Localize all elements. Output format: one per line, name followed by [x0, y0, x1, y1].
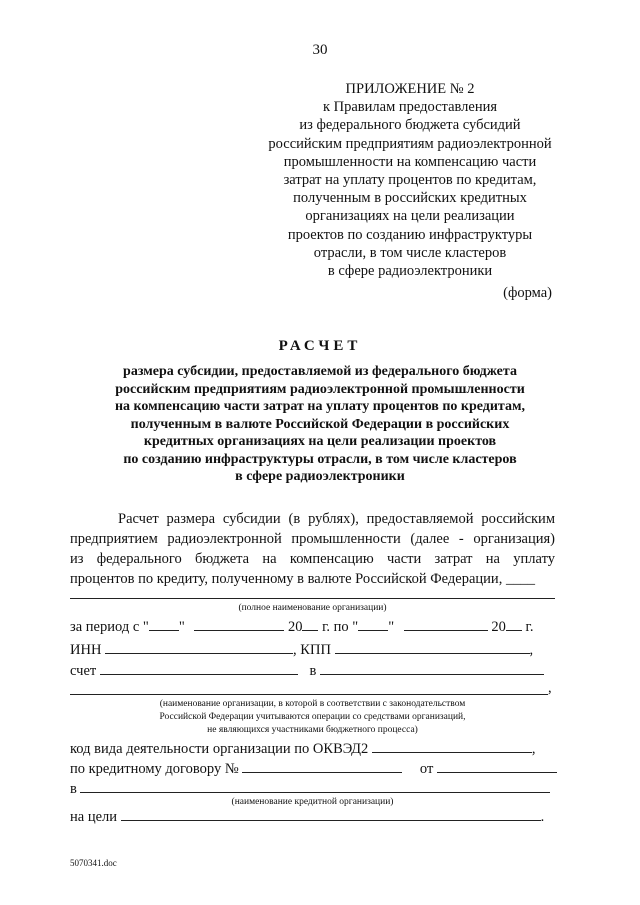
comma: , [529, 642, 534, 658]
credit-org-row [70, 780, 550, 798]
intro-paragraph [70, 509, 555, 589]
comma: , [548, 680, 552, 696]
account-blank[interactable] [100, 662, 298, 675]
treasury-org-blank[interactable] [70, 694, 548, 695]
purpose-blank[interactable] [121, 808, 541, 821]
document-title: РАСЧЕТ [278, 338, 362, 354]
appendix-line: организациях на цели реализации [305, 208, 515, 225]
appendix-line: проектов по созданию инфраструктуры [287, 226, 533, 243]
end-dot: . [540, 809, 545, 825]
org-name-blank[interactable] [70, 598, 555, 599]
okved-label: код вида деятельности организации по ОКВЭД2 [70, 741, 369, 757]
appendix-line: полученным в российских кредитных [293, 190, 527, 207]
from-label: от [419, 761, 434, 777]
document-code: 5070341.doc [70, 858, 117, 868]
inn-label: ИНН [70, 642, 102, 658]
intro-line: Расчет размера субсидии (в рублях), предоставляемой российским [118, 511, 555, 527]
period-day-from-blank[interactable] [149, 618, 179, 631]
bank-blank[interactable] [320, 662, 544, 675]
credit-agreement-label: по кредитному договору № [70, 761, 239, 777]
purpose-row [70, 808, 544, 826]
period-month-to-blank[interactable] [404, 618, 488, 631]
document-subtitle [60, 363, 580, 486]
appendix-line: ПРИЛОЖЕНИЕ № 2 [345, 81, 475, 97]
okved-blank[interactable] [372, 740, 532, 753]
inn-kpp-row [70, 641, 533, 659]
period-day-to-blank[interactable] [358, 618, 388, 631]
credit-agreement-date-blank[interactable] [437, 760, 557, 773]
comma: , [531, 741, 536, 757]
appendix-line: затрат на уплату процентов по кредитам, [283, 172, 537, 189]
period-row [70, 618, 533, 636]
intro-line: из федерального бюджета на компенсацию части затрат на уплату [70, 551, 555, 567]
appendix-line: отрасли, в том числе кластеров [313, 244, 507, 261]
bank-in-label: в [309, 663, 317, 679]
period-quote: " [178, 619, 185, 635]
credit-org-in-label: в [70, 781, 77, 797]
kpp-blank[interactable] [335, 641, 530, 654]
subtitle-line: размера субсидии, предоставляемой из федерального бюджета [123, 364, 517, 379]
treasury-caption-1: (наименование организации, в которой в соответствии с законодательством [159, 699, 466, 709]
org-name-caption: (полное наименование организации) [238, 603, 387, 613]
period-prefix: за период с " [70, 619, 149, 635]
subtitle-line: на компенсацию части затрат на уплату процентов по кредитам, [114, 399, 526, 414]
subtitle-line: по созданию инфраструктуры отрасли, в том числе кластеров [123, 451, 517, 467]
form-label: (форма) [503, 285, 552, 301]
period-end: г. [525, 619, 534, 635]
period-year-to-blank[interactable] [506, 618, 522, 631]
purpose-label: на цели [70, 809, 118, 825]
account-label: счет [70, 663, 97, 679]
okved-row [70, 740, 535, 758]
period-quote: " [388, 619, 395, 635]
period-year-prefix: 20 [287, 619, 303, 635]
appendix-header [240, 80, 580, 280]
period-year-from-blank[interactable] [302, 618, 318, 631]
credit-agreement-row [70, 760, 557, 778]
period-year-prefix: 20 [491, 619, 506, 635]
treasury-caption-3: не являющихся участниками бюджетного процесса) [207, 725, 418, 735]
credit-org-caption: (наименование кредитной организации) [231, 797, 394, 807]
appendix-line: в сфере радиоэлектроники [327, 263, 493, 280]
credit-org-blank[interactable] [80, 780, 550, 793]
account-row [70, 662, 544, 680]
credit-agreement-number-blank[interactable] [242, 760, 402, 773]
treasury-caption-2: Российской Федерации учитываются операции со средствами организаций, [159, 712, 466, 722]
inn-blank[interactable] [105, 641, 293, 654]
page-number: 30 [312, 42, 328, 58]
period-month-from-blank[interactable] [194, 618, 284, 631]
intro-line: предприятием радиоэлектронной промышленности (далее - организация) [70, 531, 555, 547]
appendix-line: из федерального бюджета субсидий [299, 117, 521, 134]
subtitle-line: российским предприятиям радиоэлектронной промышленности [115, 381, 525, 397]
appendix-line: промышленности на компенсацию части [283, 153, 537, 170]
kpp-label: , КПП [293, 642, 331, 658]
intro-line: процентов по кредиту, полученному в валюте Российской Федерации, ____ [70, 571, 535, 587]
subtitle-line: кредитных организациях на цели реализации проектов [143, 434, 497, 449]
appendix-line: российским предприятиям радиоэлектронной [268, 135, 552, 152]
appendix-line: к Правилам предоставления [322, 99, 498, 116]
subtitle-line: в сфере радиоэлектроники [235, 469, 405, 484]
subtitle-line: полученным в валюте Российской Федерации в российских [130, 416, 510, 432]
period-to: г. по " [322, 619, 359, 635]
